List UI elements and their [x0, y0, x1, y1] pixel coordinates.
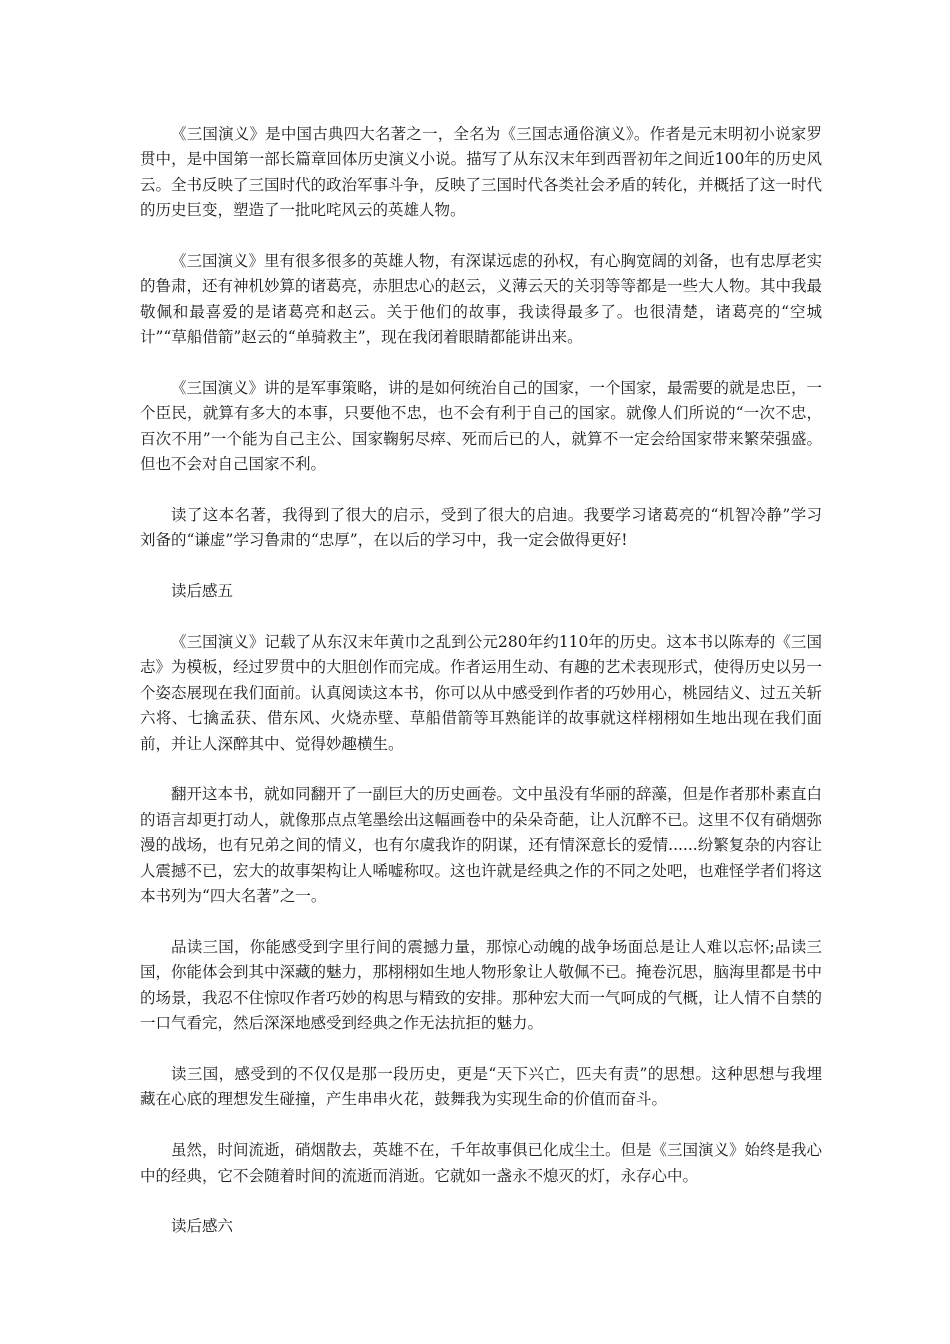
- section-heading-six: 读后感六: [171, 1217, 234, 1236]
- paragraph-heroes: 《三国演义》里有很多很多的英雄人物，有深谋远虑的孙权，有心胸宽阔的刘备，也有忠厚老实的鲁肃，还有神机妙算的诸葛亮，赤胆忠心的赵云，义薄云天的关羽等等都是一些大人物。其中我最敬佩和最喜爱的是诸葛亮和赵云。关于他们的故事，我读得最多了。也很清楚，诸葛亮的“空城计”“草船借箭”赵云的“单骑救主”，现在我闭着眼睛都能讲出来。: [140, 252, 823, 347]
- document-body: [140, 122, 822, 1265]
- paragraph-inspiration: 读了这本名著，我得到了很大的启示，受到了很大的启迪。我要学习诸葛亮的“机智冷静”学习刘备的“谦虚”学习鲁肃的“忠厚”，在以后的学习中，我一定会做得更好!: [140, 506, 822, 550]
- paragraph-classic-lamp: 虽然，时间流逝，硝烟散去，英雄不在，千年故事俱已化成尘土。但是《三国演义》始终是我心中的经典，它不会随着时间的流逝而消逝。它就如一盏永不熄灭的灯，永存心中。: [140, 1141, 823, 1185]
- paragraph-responsibility: 读三国，感受到的不仅仅是那一段历史，更是“天下兴亡，匹夫有责”的思想。这种思想与我埋藏在心底的理想发生碰撞，产生串串火花，鼓舞我为实现生命的价值而奋斗。: [140, 1064, 822, 1109]
- section-heading-five: 读后感五: [171, 582, 234, 601]
- paragraph-sanguo-intro: 《三国演义》是中国古典四大名著之一，全名为《三国志通俗演义》。作者是元末明初小说家罗贯中，是中国第一部长篇章回体历史演义小说。描写了从东汉末年到西晋初年之间近100年的历史风云。全书反映了三国时代的政治军事斗争，反映了三国时代各类社会矛盾的转化，并概括了这一时代的历史巨变，塑造了一批叱咤风云的英雄人物。: [140, 125, 823, 220]
- paragraph-military-strategy: 《三国演义》讲的是军事策略，讲的是如何统治自己的国家，一个国家，最需要的就是忠臣，一个臣民，就算有多大的本事，只要他不忠，也不会有利于自己的国家。就像人们所说的“一次不忠，百次不用”一个能为自己主公、国家鞠躬尽瘁、死而后已的人，就算不一定会给国家带来繁荣强盛。但也不会对自己国家不利。: [140, 379, 823, 474]
- paragraph-history-record: 《三国演义》记载了从东汉末年黄巾之乱到公元280年约110年的历史。这本书以陈寿的《三国志》为模板，经过罗贯中的大胆创作而完成。作者运用生动、有趣的艺术表现形式，使得历史以另一个姿态展现在我们面前。认真阅读这本书，你可以从中感受到作者的巧妙用心，桃园结义、过五关斩六将、七擒孟获、借东风、火烧赤壁、草船借箭等耳熟能详的故事就这样栩栩如生地出现在我们面前，并让人深醉其中、觉得妙趣横生。: [140, 633, 823, 753]
- paragraph-history-scroll: 翻开这本书，就如同翻开了一副巨大的历史画卷。文中虽没有华丽的辞藻，但是作者那朴素直白的语言却更打动人，就像那点点笔墨绘出这幅画卷中的朵朵奇葩，让人沉醉不已。这里不仅有硝烟弥漫的战场，也有兄弟之间的情义，也有尔虞我诈的阴谋，还有情深意长的爱情......纷繁复杂的内容让人震撼不已，宏大的故事架构让人唏嘘称叹。这也许就是经典之作的不同之处吧，也难怪学者们将这本书列为“四大名著”之一。: [140, 785, 823, 906]
- paragraph-reading-sanguo: 品读三国，你能感受到字里行间的震撼力量，那惊心动魄的战争场面总是让人难以忘怀;品读三国，你能体会到其中深藏的魅力，那栩栩如生地人物形象让人敬佩不已。掩卷沉思，脑海里都是书中的场景，我忍不住惊叹作者巧妙的构思与精致的安排。那种宏大而一气呵成的气概，让人情不自禁的一口气看完，然后深深地感受到经典之作无法抗拒的魅力。: [140, 937, 823, 1033]
